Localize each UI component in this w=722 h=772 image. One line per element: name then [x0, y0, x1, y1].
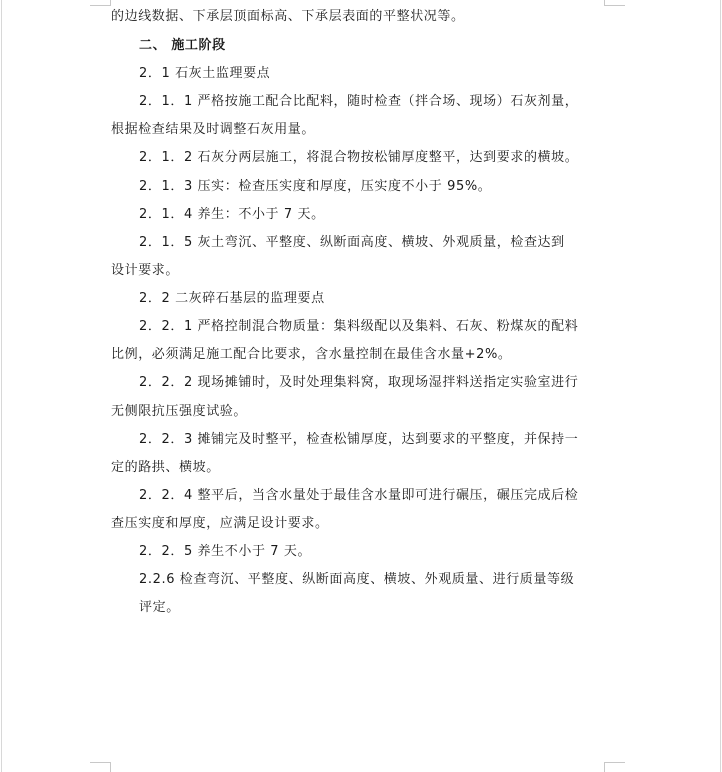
text-line: 2．1．1 严格按施工配合比配料，随时检查（拌合场、现场）石灰剂量，: [139, 94, 579, 109]
crop-mark-bottom-right: [605, 762, 625, 763]
text-line: 无侧限抗压强度试验。: [111, 404, 248, 419]
page-edge-left: [1, 0, 2, 772]
crop-mark-bottom-left: [110, 762, 111, 772]
crop-mark-bottom-right: [604, 762, 605, 772]
crop-mark-top-left: [90, 5, 110, 6]
text-line: 2．2．5 养生不小于 7 天。: [139, 544, 312, 559]
section-heading: 二、 施工阶段: [139, 38, 226, 53]
subsection-heading: 2．1 石灰土监理要点: [139, 66, 271, 81]
text-line: 根据检查结果及时调整石灰用量。: [111, 122, 316, 137]
text-line: 比例，必须满足施工配合比要求，含水量控制在最佳含水量+2%。: [111, 347, 512, 362]
text-line: 2．1．5 灰土弯沉、平整度、纵断面高度、横坡、外观质量，检查达到: [139, 235, 565, 250]
text-line: 的边线数据、下承层顶面标高、下承层表面的平整状况等。: [111, 9, 465, 24]
text-line: 2．2．3 摊铺完及时整平，检查松铺厚度，达到要求的平整度，并保持一: [139, 432, 579, 447]
crop-mark-bottom-left: [90, 762, 110, 763]
text-line: 定的路拱、横坡。: [111, 460, 220, 475]
crop-mark-top-left: [110, 0, 111, 6]
text-line: 2．2．4 整平后，当含水量处于最佳含水量即可进行碾压，碾压完成后检: [139, 488, 579, 503]
text-line: 2.2.6 检查弯沉、平整度、纵断面高度、横坡、外观质量、进行质量等级: [139, 572, 575, 587]
text-line: 2．2．2 现场摊铺时，及时处理集料窝，取现场湿拌料送指定实验室进行: [139, 375, 579, 390]
text-line: 设计要求。: [111, 263, 180, 278]
text-line: 2．2．1 严格控制混合物质量：集料级配以及集料、石灰、粉煤灰的配料: [139, 319, 579, 334]
text-line: 2．1．2 石灰分两层施工，将混合物按松铺厚度整平，达到要求的横坡。: [139, 150, 579, 165]
subsection-heading: 2．2 二灰碎石基层的监理要点: [139, 291, 325, 306]
text-line: 2．1．4 养生：不小于 7 天。: [139, 207, 325, 222]
text-line: 查压实度和厚度，应满足设计要求。: [111, 516, 329, 531]
page-edge-right: [720, 0, 721, 772]
crop-mark-top-right: [605, 5, 625, 6]
text-line: 评定。: [139, 600, 180, 615]
text-line: 2．1．3 压实：检查压实度和厚度，压实度不小于 95%。: [139, 179, 492, 194]
